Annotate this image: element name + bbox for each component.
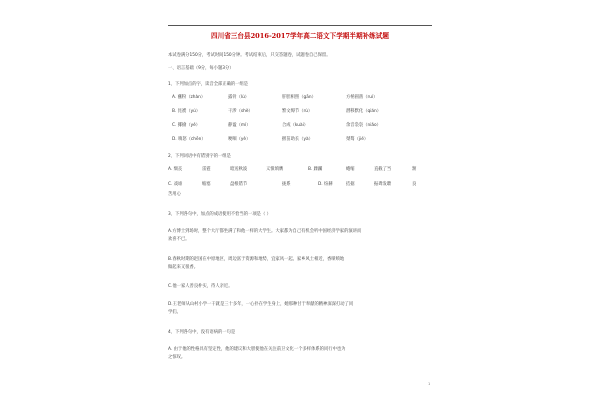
option-word: D. 煊赫 [318,182,333,187]
option-word: 桀骜（jié） [346,137,369,142]
exam-note: 本试卷满分150分，考试时间150分钟。考试结束后，只交答题卷，试题卷自己保留。 [168,53,331,58]
option-word: 静谧（mì） [228,123,251,128]
option-word: B. 蹂躏 [308,167,323,172]
option-word: 雷霆 [202,167,211,172]
option-word: 揠苗助长（yà） [282,137,313,142]
section-heading: 一、语言基础（9分，每小题3分） [168,66,234,71]
document-page [168,20,434,392]
page-number: 1 [428,382,431,386]
option-word: A. 颓丧 [168,167,183,172]
question-1-option-d [168,137,432,143]
question-1-stem: 1、下列加点的字，读音全部正确的一组是 [168,82,249,87]
option-word: 暗送秋波 [230,167,248,172]
option-word: B. 昆嵛（yú） [172,109,201,114]
option-word: 振聋发聩 [374,182,392,187]
option-word: 合成（kuài） [282,123,309,128]
question-3-stem: 3、下列各句中，加点的成语使用不恰当的一项是（ ） [168,212,271,217]
question-3-option-d-wrap: 学们。 [168,310,181,315]
option-word: D. 嗔怒（chēn） [172,137,206,142]
question-3-option-c: C.他一家人善良朴实，待人亲近。 [168,284,233,289]
option-word: 蜷缩 [346,167,355,172]
option-word: 哽咽（yè） [228,137,251,142]
question-3-option-d: D.王老师从山村小学一干就是三十多年，一心扑在学生身上，她那种甘于奉献的精神深深打动了同 [168,302,354,307]
option-word: 方枘圆凿（ruì） [346,95,378,100]
question-4-stem: 4、下列各句中，没有语病的一句是 [168,330,236,335]
question-2-options-cd [168,182,432,188]
document-title: 四川省三台县2016-2017学年高二语文下学期半期补练试题 [211,32,389,40]
option-word: 拢系 [282,182,291,187]
question-3-option-a: A.方博士到场时，整个大厅都坐满了和他一样的大学生。大家都为自己有机会听中国经济学家的演讲而 [168,229,362,234]
option-word: C. 揶揄（yé） [172,123,201,128]
option-word: 肝胆相照（gān） [282,95,316,100]
question-4-option-a: A. 由于他的性格具有坚定性，他的建议和大胆使他在关注前卫文化一个多样体系的同行中也为 [168,347,346,352]
option-word: A. 蘸粉（zhàn） [172,95,206,100]
question-2-stem: 2、下列词语中有错别字的一组是 [168,154,231,159]
question-3-option-a-wrap: 欢喜不已。 [168,237,190,242]
question-1-option-b [168,109,432,115]
option-word: 颔 [412,167,417,172]
question-2-wrap: 苦用心 [168,192,181,197]
option-word: 拮据 [346,182,355,187]
question-2-options-ab [168,167,432,173]
option-word: 义愤填膺 [266,167,284,172]
question-4-option-a-wrap: 之惊叹。 [168,355,186,360]
option-word: 干涉（shè） [228,109,253,114]
option-word: 潜移默化（qián） [346,109,382,114]
option-word: 露骨（lù） [228,95,250,100]
option-word: 余音袅袅（niǎo） [346,123,381,128]
question-1-option-a [168,95,432,101]
header-rule [168,25,432,26]
option-word: 缩塞 [202,182,211,187]
question-3-option-b-wrap: 做起来又很香。 [168,265,199,270]
question-3-option-b: B.春秋时期的赵国在中原地区，周边富于资源和地势，宜家风一起。家乡风土相近，香喷喷地 [168,257,345,262]
option-word: 良 [412,182,417,187]
option-word: C. 戏谑 [168,182,183,187]
option-word: 直截了当 [374,167,392,172]
option-word: 盘根错节 [230,182,248,187]
question-1-option-c [168,123,432,129]
option-word: 繁文缛节（rù） [282,109,313,114]
